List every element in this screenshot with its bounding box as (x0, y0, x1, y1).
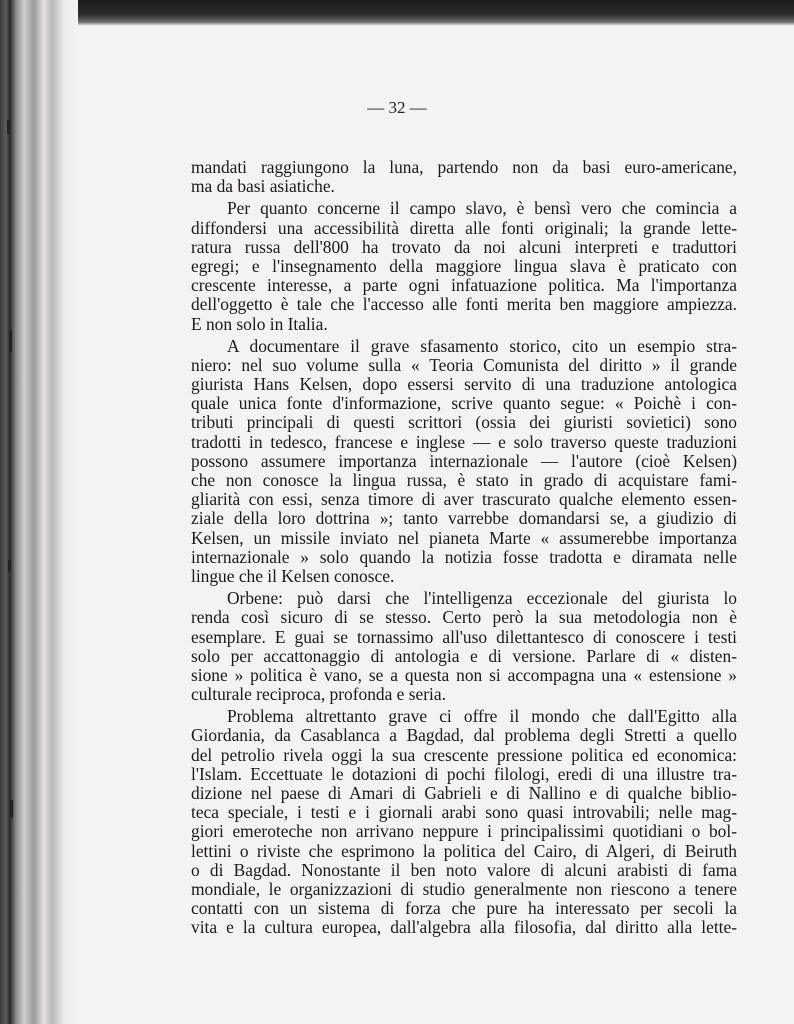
paragraph (191, 158, 737, 196)
text-line: tributi principali di questi scrittori (ossia dei giuristi sovietici) sono (191, 413, 737, 433)
text-line: gliarità con essi, senza timore di aver trascurato qualche elemento essen- (191, 490, 737, 510)
text-line: Problema altrettanto grave ci offre il mondo che dall'Egitto alla (227, 707, 737, 727)
body-text (191, 158, 737, 941)
text-line: crescente interesse, a parte ogni infatuazione politica. Ma l'importanza (191, 276, 737, 296)
book-binding-edge (0, 0, 78, 1024)
paragraph (191, 337, 737, 586)
text-line: egregi; e l'insegnamento della maggiore lingua slava è praticato con (191, 256, 737, 276)
text-line: E non solo in Italia. (191, 314, 328, 334)
text-line: diffondersi una accessibilità diretta alle fonti originali; la grande lette- (191, 218, 737, 238)
text-line: lingue che il Kelsen conosce. (191, 566, 395, 586)
text-line: Per quanto concerne il campo slavo, è bensì vero che comincia a (227, 199, 737, 219)
scan-top-edge (0, 0, 794, 26)
text-line: Orbene: può darsi che l'intelligenza eccezionale del giurista lo (227, 589, 737, 609)
text-line: renda così sicuro di se stesso. Certo però la sua metodologia non è (191, 608, 737, 628)
text-line: che non conosce la lingua russa, è stato in grado di acquistare fami- (191, 471, 737, 490)
text-line: solo per accattonaggio di antologia e di versione. Parlare di « disten- (191, 646, 737, 666)
text-line: esemplare. E guai se tornassimo all'uso dilettantesco di conoscere i testi (191, 627, 737, 647)
text-line: giori emeroteche non arrivano neppure i principalissimi quotidiani o bol- (191, 822, 737, 842)
text-line: Kelsen, un missile inviato nel pianeta Marte « assumerebbe importanza (191, 528, 737, 548)
text-line: niero: nel suo volume sulla « Teoria Comunista del diritto » il grande (191, 355, 737, 375)
text-line: mondiale, le organizzazioni di studio generalmente non riescono a tenere (191, 879, 737, 899)
binding-mark (7, 120, 10, 134)
text-line: possono assumere importanza internazionale — l'autore (cioè Kelsen) (191, 451, 737, 471)
binding-mark (10, 800, 13, 818)
text-line: A documentare il grave sfasamento storico, cito un esempio stra- (227, 336, 737, 356)
binding-mark (8, 560, 11, 572)
text-line: l'Islam. Eccettuate le dotazioni di pochi filologi, eredi di una illustre tra- (191, 764, 737, 784)
text-line: vita e la cultura europea, dall'algebra alla filosofia, dal diritto alla lette- (191, 918, 737, 938)
text-line: ziale della loro dottrina »; tanto varrebbe domandarsi se, a giudizio di (191, 509, 737, 529)
text-line: teca speciale, i testi e i giornali arabi sono quasi introvabili; nelle mag- (191, 803, 737, 823)
binding-mark (9, 330, 12, 352)
text-line: sione » politica è vano, se a questa non si accompagna una « estensione » (191, 665, 737, 685)
text-line: Giordania, da Casablanca a Bagdad, dal problema degli Stretti a quello (191, 726, 737, 746)
paragraph (191, 707, 737, 937)
text-line: ma da basi asiatiche. (191, 177, 335, 197)
text-line: mandati raggiungono la luna, partendo non da basi euro-americane, (191, 158, 737, 177)
text-line: o di Bagdad. Nonostante il ben noto valore di alcuni arabisti di fama (191, 860, 737, 880)
text-line: culturale reciproca, profonda e seria. (191, 685, 446, 705)
page-number: — 32 — (367, 98, 427, 117)
text-line: del petrolio rivela oggi la sua crescente pressione politica ed economica: (191, 745, 737, 765)
text-line: lettini o riviste che esprimono la politica del Cairo, di Algeri, di Beiruth (191, 841, 737, 861)
paragraph (191, 199, 737, 333)
text-line: contatti con un sistema di forza che pure ha interessato per secoli la (191, 899, 737, 919)
text-line: ratura russa dell'800 ha trovato da noi alcuni interpreti e traduttori (191, 237, 737, 257)
text-line: dizione nel paese di Amari di Gabrieli e di Nallino e di qualche biblio- (191, 784, 737, 803)
text-line: quale unica fonte d'informazione, scrive quanto segue: « Poichè i con- (191, 394, 737, 414)
paragraph (191, 589, 737, 704)
text-line: giurista Hans Kelsen, dopo essersi servito di una traduzione antologica (191, 375, 737, 395)
text-line: internazionale » solo quando la notizia fosse tradotta e diramata nelle (191, 547, 737, 567)
text-line: dell'oggetto è tale che l'accesso alle fonti merita ben maggiore ampiezza. (191, 295, 737, 315)
text-line: tradotti in tedesco, francese e inglese — e solo traverso queste traduzioni (191, 432, 737, 452)
